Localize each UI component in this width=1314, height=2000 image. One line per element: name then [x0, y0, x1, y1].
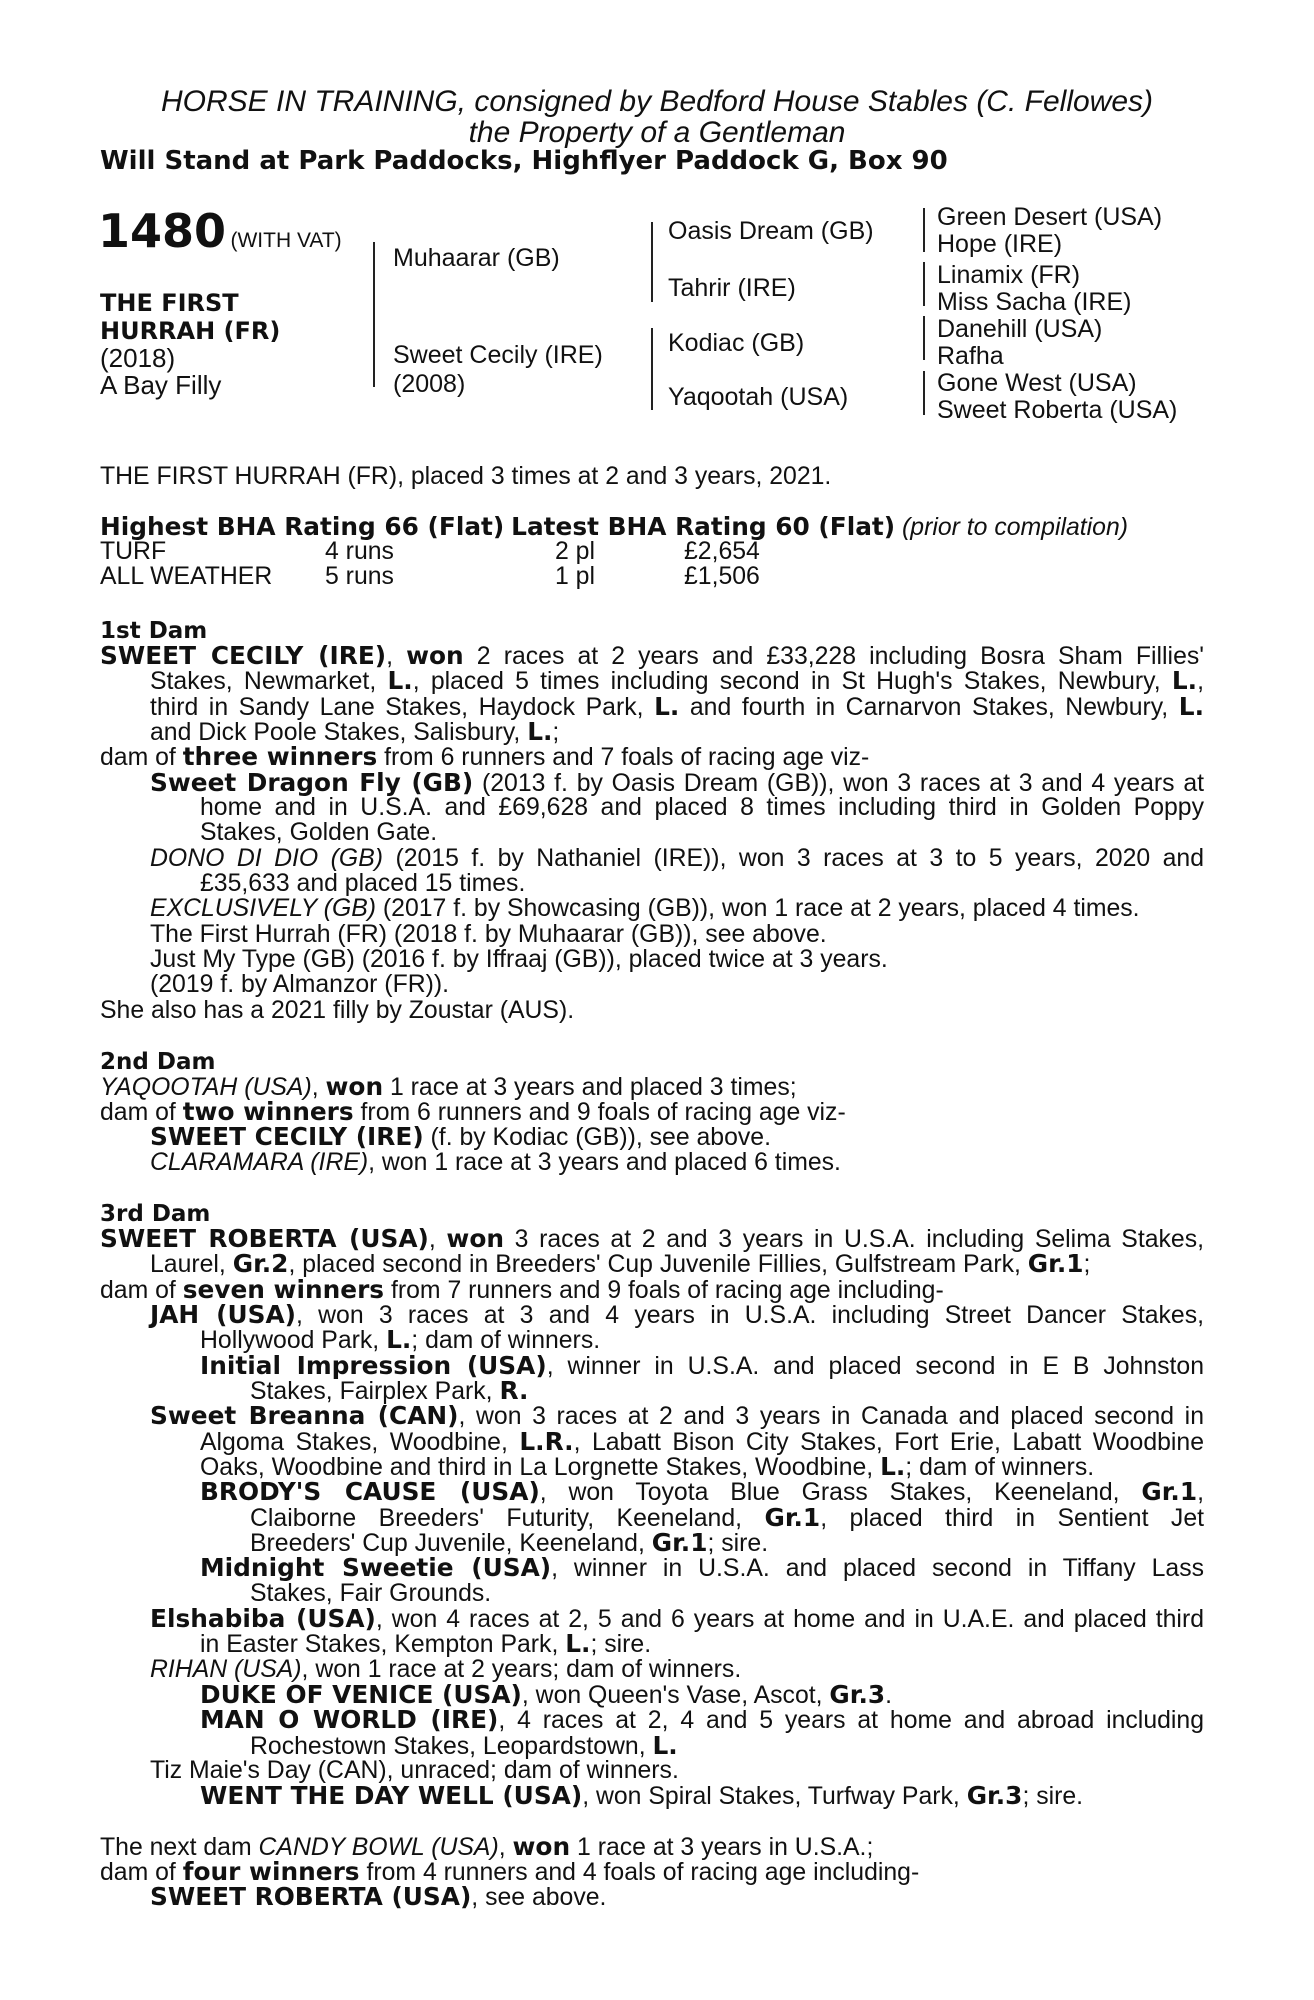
progeny-entry: CLARAMARA (IRE), won 1 race at 3 years and placed 6 times. [150, 1149, 841, 1176]
horse-description: A Bay Filly [100, 370, 222, 400]
pedigree-bracket-dam [651, 328, 653, 410]
race-record-prize: £1,506 [684, 563, 760, 590]
progeny-entry: Stakes, Fair Grounds. [250, 1580, 492, 1607]
highest-rating: Highest BHA Rating 66 (Flat) [100, 512, 505, 541]
progeny-entry: Midnight Sweetie (USA), winner in U.S.A. and placed second in Tiffany Lass [200, 1553, 1205, 1582]
progeny-entry: Sweet Dragon Fly (GB) (2013 f. by Oasis Dream (GB)), won 3 races at 3 and 4 years at [150, 768, 1205, 797]
dam1-note: She also has a 2021 filly by Zoustar (AUS). [100, 997, 575, 1024]
pedigree-bracket-4b [923, 262, 925, 306]
progeny-entry: in Easter Stakes, Kempton Park, L.; sire. [200, 1629, 652, 1658]
dam1-line: Stakes, Newmarket, L., placed 5 times including second in St Hugh's Stakes, Newbury, L., [150, 666, 1204, 695]
race-record-row: TURF [100, 538, 167, 565]
progeny-entry: SWEET CECILY (IRE) (f. by Kodiac (GB)), see above. [150, 1122, 771, 1151]
stand-location: Will Stand at Park Paddocks, Highflyer Paddock G, Box 90 [100, 146, 948, 176]
progeny-entry: Breeders' Cup Juvenile, Keeneland, Gr.1; sire. [250, 1528, 769, 1557]
pedigree-4-5: Danehill (USA) [937, 315, 1103, 343]
pedigree-sire: Muhaarar (GB) [393, 244, 560, 272]
dam1-line: SWEET CECILY (IRE), won 2 races at 2 years and £33,228 including Bosra Sham Fillies' [100, 641, 1204, 670]
dam1-line: third in Sandy Lane Stakes, Haydock Park, L. and fourth in Carnarvon Stakes, Newbury, L. [150, 692, 1204, 721]
progeny-entry: Stakes, Golden Gate. [200, 819, 438, 846]
race-record-placed: 1 pl [555, 563, 595, 590]
progeny-entry: The First Hurrah (FR) (2018 f. by Muhaarar (GB)), see above. [150, 921, 827, 948]
pedigree-sire-sire: Oasis Dream (GB) [668, 217, 874, 245]
progeny-entry: Sweet Breanna (CAN), won 3 races at 2 and 3 years in Canada and placed second in [150, 1401, 1204, 1430]
rating-line [100, 514, 1128, 541]
race-record-prize: £2,654 [684, 538, 760, 565]
race-record-runs: 4 runs [325, 538, 394, 565]
progeny-entry: Stakes, Fairplex Park, R. [250, 1376, 529, 1405]
pedigree-4-3: Linamix (FR) [937, 261, 1081, 289]
horse-name-line1: THE FIRST [100, 289, 239, 317]
pedigree-4-8: Sweet Roberta (USA) [937, 396, 1178, 424]
pedigree-sire-dam: Tahrir (IRE) [668, 274, 796, 302]
dam3-line: Laurel, Gr.2, placed second in Breeders' Cup Juvenile Fillies, Gulfstream Park, Gr.1; [150, 1249, 1091, 1278]
latest-rating: Latest BHA Rating 60 (Flat) [511, 512, 896, 541]
progeny-entry: £35,633 and placed 15 times. [200, 870, 526, 897]
section-2nd-dam: 2nd Dam [100, 1049, 216, 1075]
pedigree-4-7: Gone West (USA) [937, 369, 1137, 397]
section-1st-dam: 1st Dam [100, 618, 208, 644]
rating-note: (prior to compilation) [902, 514, 1129, 541]
pedigree-4-1: Green Desert (USA) [937, 203, 1163, 231]
progeny-entry: DUKE OF VENICE (USA), won Queen's Vase, Ascot, Gr.3. [200, 1680, 893, 1709]
race-record-placed: 2 pl [555, 538, 595, 565]
property-line: the Property of a Gentleman [468, 116, 846, 149]
pedigree-dam-year: (2008) [393, 370, 466, 398]
progeny-entry: EXCLUSIVELY (GB) (2017 f. by Showcasing (GB)), won 1 race at 2 years, placed 4 times. [150, 895, 1140, 922]
progeny-entry: home and in U.S.A. and £69,628 and placed 8 times including third in Golden Poppy [200, 794, 1204, 821]
progeny-entry: Claiborne Breeders' Futurity, Keeneland, Gr.1, placed third in Sentient Jet [250, 1503, 1204, 1532]
consignor-line: HORSE IN TRAINING, consigned by Bedford House Stables (C. Fellowes) [160, 85, 1154, 118]
pedigree-4-4: Miss Sacha (IRE) [937, 288, 1132, 316]
progeny-entry: JAH (USA), won 3 races at 3 and 4 years in U.S.A. including Street Dancer Stakes, [150, 1300, 1204, 1329]
progeny-entry: BRODY'S CAUSE (USA), won Toyota Blue Grass Stakes, Keeneland, Gr.1, [200, 1477, 1204, 1506]
progeny-entry: Initial Impression (USA), winner in U.S.A. and placed second in E B Johnston [200, 1351, 1204, 1380]
progeny-entry: Oaks, Woodbine and third in La Lorgnette Stakes, Woodbine, L.; dam of winners. [200, 1452, 1095, 1481]
dam1-line: dam of three winners from 6 runners and 7 foals of racing age viz- [100, 742, 870, 771]
summary-line: THE FIRST HURRAH (FR), placed 3 times at 2 and 3 years, 2021. [100, 463, 832, 490]
pedigree-bracket-sire [651, 222, 653, 302]
horse-name-line2: HURRAH (FR) [100, 317, 281, 345]
pedigree-4-6: Rafha [937, 342, 1004, 370]
pedigree-dam-sire: Kodiac (GB) [668, 329, 805, 357]
progeny-entry: Tiz Maie's Day (CAN), unraced; dam of winners. [150, 1757, 679, 1784]
horse-year: (2018) [100, 343, 176, 373]
progeny-entry: Elshabiba (USA), won 4 races at 2, 5 and 6 years at home and in U.A.E. and placed third [150, 1604, 1204, 1633]
progeny-entry: MAN O WORLD (IRE), 4 races at 2, 4 and 5 years at home and abroad including [200, 1705, 1204, 1734]
progeny-entry: Rochestown Stakes, Leopardstown, L. [250, 1731, 678, 1760]
vat-label: (WITH VAT) [230, 229, 342, 252]
progeny-entry: Just My Type (GB) (2016 f. by Iffraaj (GB)), placed twice at 3 years. [150, 946, 888, 973]
lot-number: 1480 [98, 204, 227, 258]
dam1-line: and Dick Poole Stakes, Salisbury, L.; [150, 717, 560, 746]
progeny-entry: Algoma Stakes, Woodbine, L.R., Labatt Bison City Stakes, Fort Erie, Labatt Woodbine [200, 1427, 1204, 1456]
next-dam-line: SWEET ROBERTA (USA), see above. [150, 1882, 607, 1911]
progeny-entry: RIHAN (USA), won 1 race at 2 years; dam of winners. [150, 1656, 742, 1683]
pedigree-4-2: Hope (IRE) [937, 230, 1063, 258]
dam3-line: dam of seven winners from 7 runners and 9 foals of racing age including- [100, 1275, 944, 1304]
section-3rd-dam: 3rd Dam [100, 1201, 211, 1227]
pedigree-dam-dam: Yaqootah (USA) [668, 383, 849, 411]
progeny-entry: WENT THE DAY WELL (USA), won Spiral Stakes, Turfway Park, Gr.3; sire. [200, 1781, 1084, 1810]
lot-block [98, 204, 342, 258]
pedigree-dam: Sweet Cecily (IRE) [393, 341, 603, 369]
dam3-line: SWEET ROBERTA (USA), won 3 races at 2 and 3 years in U.S.A. including Selima Stakes, [100, 1224, 1204, 1253]
pedigree-bracket-4c [923, 316, 925, 360]
pedigree-bracket-4a [923, 208, 925, 252]
pedigree-bracket-4d [923, 371, 925, 415]
dam2-line: dam of two winners from 6 runners and 9 foals of racing age viz- [100, 1097, 846, 1126]
race-record-row: ALL WEATHER [100, 563, 273, 590]
progeny-entry: (2019 f. by Almanzor (FR)). [150, 971, 450, 998]
race-record-runs: 5 runs [325, 563, 394, 590]
progeny-entry: DONO DI DIO (GB) (2015 f. by Nathaniel (IRE)), won 3 races at 3 to 5 years, 2020 and [150, 845, 1204, 872]
dam2-line: YAQOOTAH (USA), won 1 race at 3 years and placed 3 times; [100, 1072, 797, 1101]
progeny-entry: Hollywood Park, L.; dam of winners. [200, 1325, 601, 1354]
pedigree-bracket-main [373, 242, 375, 387]
next-dam-line: dam of four winners from 4 runners and 4 foals of racing age including- [100, 1857, 920, 1886]
next-dam-line: The next dam CANDY BOWL (USA), won 1 race at 3 years in U.S.A.; [100, 1832, 874, 1861]
